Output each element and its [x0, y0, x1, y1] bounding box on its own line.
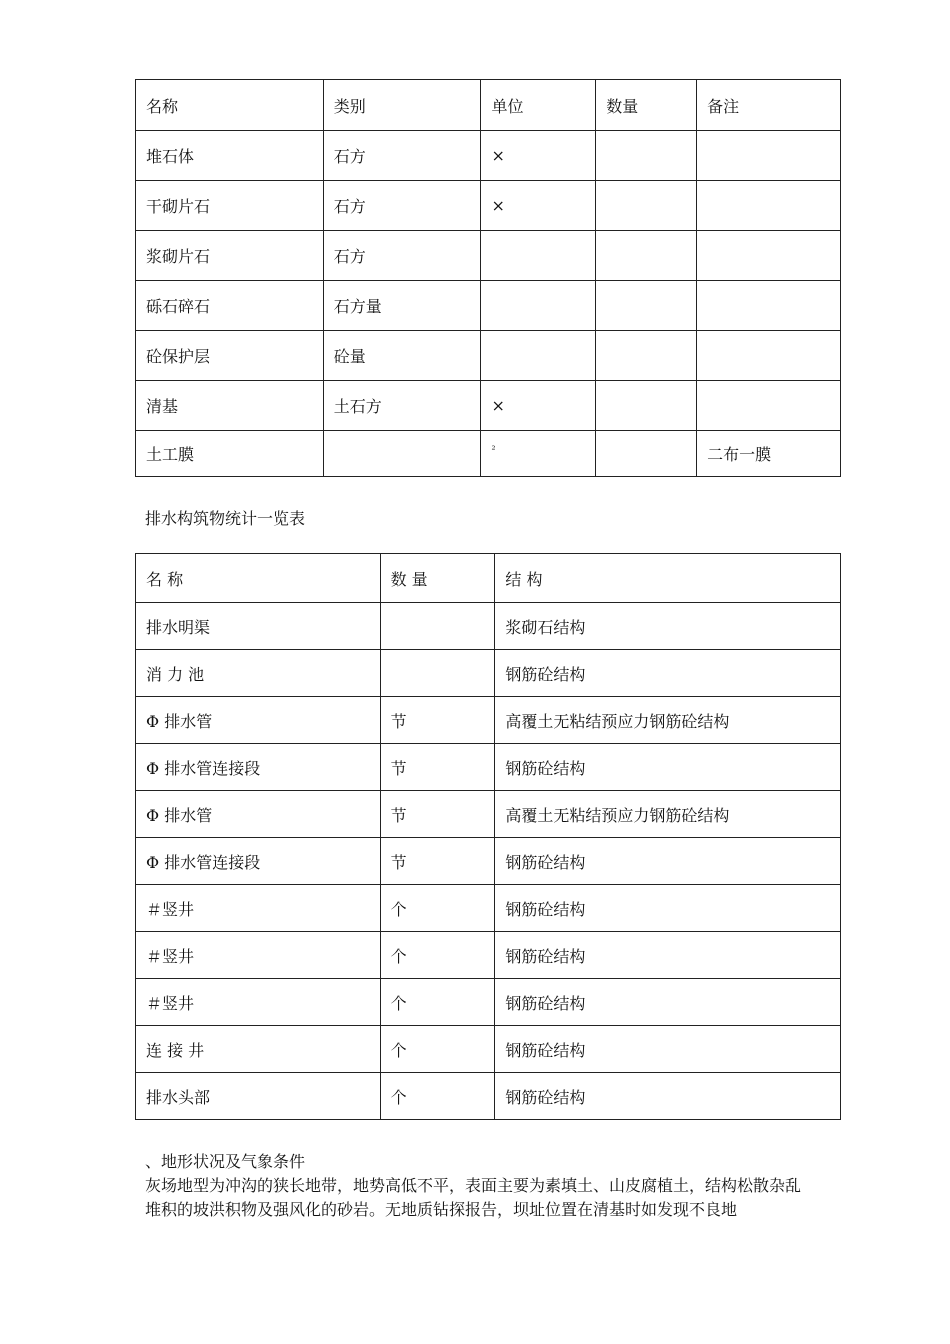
- table-cell: Φ 排水管连接段: [136, 838, 381, 885]
- table-row: [136, 603, 841, 650]
- table-cell: [596, 181, 697, 231]
- table-cell: 高覆土无粘结预应力钢筋砼结构: [495, 791, 841, 838]
- table-cell: 钢筋砼结构: [495, 744, 841, 791]
- table-cell: 钢筋砼结构: [495, 1073, 841, 1120]
- table-cell: 钢筋砼结构: [495, 1026, 841, 1073]
- table-row: [136, 885, 841, 932]
- table-row: [136, 1073, 841, 1120]
- table-header-row: [136, 554, 841, 603]
- table-cell: ×: [481, 381, 596, 431]
- table-header-row: [136, 80, 841, 131]
- header-cell: 备注: [697, 80, 841, 131]
- header-cell: 数量: [596, 80, 697, 131]
- table-cell: [697, 331, 841, 381]
- table-cell: 石方量: [323, 281, 481, 331]
- body-paragraph: 灰场地型为冲沟的狭长地带，地势高低不平，表面主要为素填土、山皮腐植土，结构松散杂乱堆积的坡洪积物及强风化的砂岩。无地质钻探报告，坝址位置在清基时如发现不良地: [145, 1176, 802, 1219]
- table-cell: 个: [380, 1073, 495, 1120]
- table-cell: 清基: [136, 381, 324, 431]
- table-cell: [697, 381, 841, 431]
- table-row: [136, 181, 841, 231]
- header-cell: 类别: [323, 80, 481, 131]
- table-cell: 干砌片石: [136, 181, 324, 231]
- table-cell: 石方: [323, 131, 481, 181]
- section-heading: 、地形状况及气象条件: [145, 1152, 306, 1171]
- table-cell: [697, 281, 841, 331]
- table-cell: 土工膜: [136, 431, 324, 477]
- table-cell: [596, 281, 697, 331]
- header-cell: 数 量: [380, 554, 495, 603]
- table-cell: 砼保护层: [136, 331, 324, 381]
- table-cell: 排水头部: [136, 1073, 381, 1120]
- header-cell: 名 称: [136, 554, 381, 603]
- table-cell: [697, 131, 841, 181]
- table-cell: [481, 431, 596, 477]
- table-row: [136, 791, 841, 838]
- table-cell: [596, 131, 697, 181]
- table-cell: ×: [481, 181, 596, 231]
- table-cell: 钢筋砼结构: [495, 932, 841, 979]
- table-cell: [481, 331, 596, 381]
- table-cell: [596, 431, 697, 477]
- table-cell: ＃竖井: [136, 932, 381, 979]
- table-cell: Φ 排水管连接段: [136, 744, 381, 791]
- table-cell: 个: [380, 932, 495, 979]
- table-cell: [323, 431, 481, 477]
- table-cell: [481, 281, 596, 331]
- table-cell: [380, 603, 495, 650]
- table-cell: ＃竖井: [136, 979, 381, 1026]
- table-cell: 节: [380, 791, 495, 838]
- table-cell: 砾石碎石: [136, 281, 324, 331]
- table-cell: [380, 650, 495, 697]
- table-row: [136, 932, 841, 979]
- table-row: [136, 331, 841, 381]
- table-cell: 堆石体: [136, 131, 324, 181]
- table-cell: [481, 231, 596, 281]
- table-row: [136, 979, 841, 1026]
- table-cell: 个: [380, 885, 495, 932]
- table-cell: 钢筋砼结构: [495, 650, 841, 697]
- table-row: [136, 744, 841, 791]
- table-cell: 节: [380, 697, 495, 744]
- table-cell: 节: [380, 744, 495, 791]
- table-cell: 石方: [323, 181, 481, 231]
- table-cell: 个: [380, 979, 495, 1026]
- table-cell: Φ 排水管: [136, 791, 381, 838]
- table-cell: 消 力 池: [136, 650, 381, 697]
- table-cell: Φ 排水管: [136, 697, 381, 744]
- table-row: [136, 431, 841, 477]
- table-cell: 钢筋砼结构: [495, 979, 841, 1026]
- drainage-structures-table: [135, 553, 841, 1120]
- table-row: [136, 650, 841, 697]
- table-cell: 浆砌石结构: [495, 603, 841, 650]
- header-cell: 结 构: [495, 554, 841, 603]
- table-cell: [596, 381, 697, 431]
- table-cell: 个: [380, 1026, 495, 1073]
- table-cell: ＃竖井: [136, 885, 381, 932]
- table-cell: 浆砌片石: [136, 231, 324, 281]
- table-row: [136, 697, 841, 744]
- table-row: [136, 1026, 841, 1073]
- header-cell: 名称: [136, 80, 324, 131]
- table-cell: 高覆土无粘结预应力钢筋砼结构: [495, 697, 841, 744]
- table-cell: [697, 181, 841, 231]
- table-cell: 二布一膜: [697, 431, 841, 477]
- table-cell: 石方: [323, 231, 481, 281]
- table-row: [136, 131, 841, 181]
- table-cell: ×: [481, 131, 596, 181]
- table-row: [136, 381, 841, 431]
- table-row: [136, 281, 841, 331]
- table-cell: 砼量: [323, 331, 481, 381]
- table-cell: 钢筋砼结构: [495, 838, 841, 885]
- table-cell: 节: [380, 838, 495, 885]
- header-cell: 单位: [481, 80, 596, 131]
- table-cell: [596, 231, 697, 281]
- table-row: [136, 838, 841, 885]
- table-row: [136, 231, 841, 281]
- materials-table: [135, 79, 841, 477]
- table-cell: 连 接 井: [136, 1026, 381, 1073]
- table-cell: [697, 231, 841, 281]
- table-cell: 土石方: [323, 381, 481, 431]
- table-cell: 钢筋砼结构: [495, 885, 841, 932]
- table-caption: 排水构筑物统计一览表: [145, 509, 306, 528]
- table-cell: 排水明渠: [136, 603, 381, 650]
- table-cell: [596, 331, 697, 381]
- superscript-unit: ²: [491, 445, 496, 456]
